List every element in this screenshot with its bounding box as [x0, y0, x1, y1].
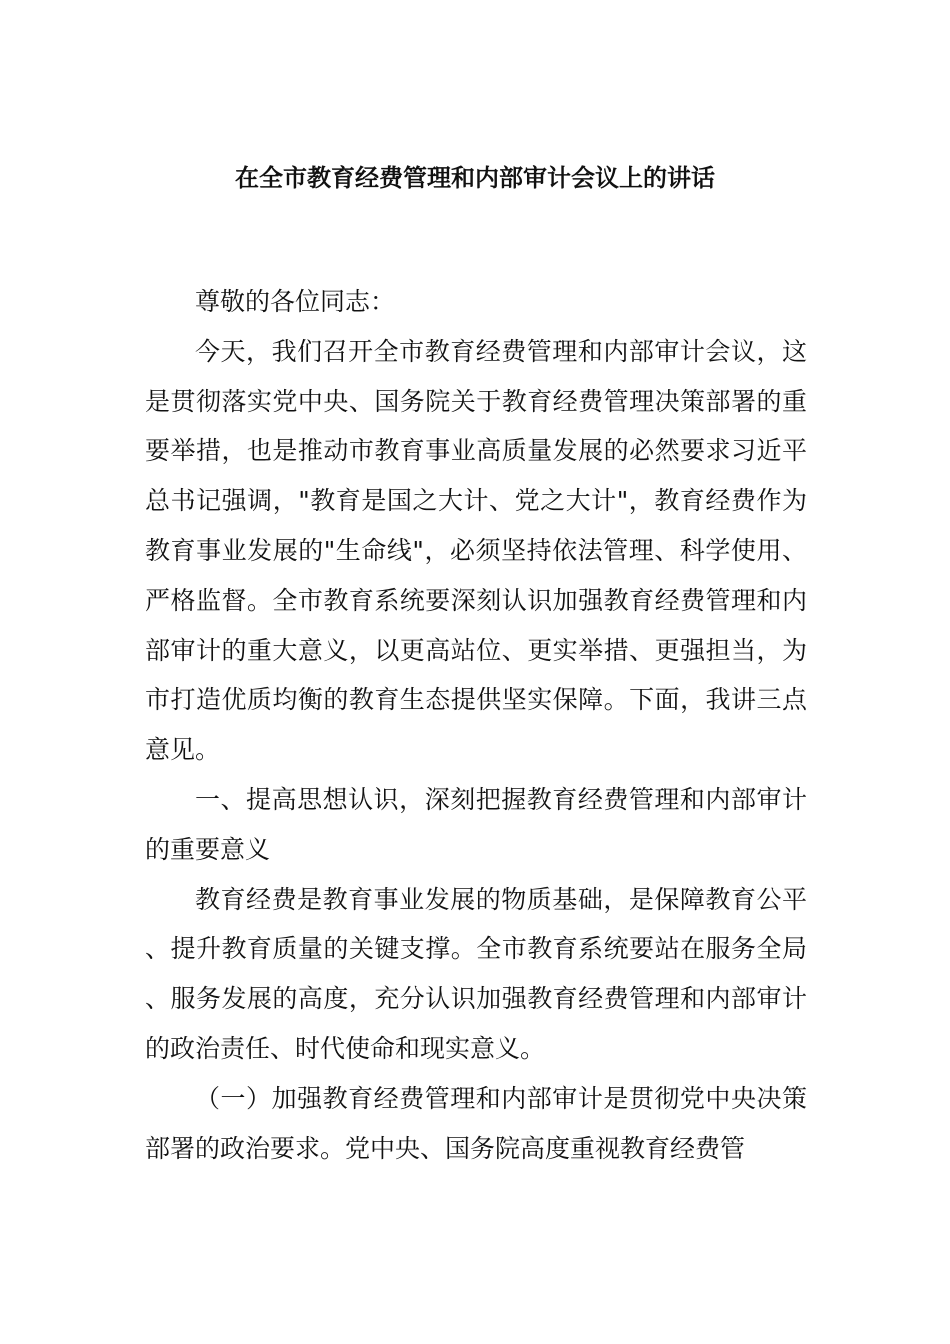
- section-paragraph-1: 教育经费是教育事业发展的物质基础，是保障教育公平、提升教育质量的关键支撑。全市教育系统要站在服务全局、服务发展的高度，充分认识加强教育经费管理和内部审计的政治责任、时代使命和现实意义。: [145, 884, 807, 1063]
- section-heading-1: 一、提高思想认识，深刻把握教育经费管理和内部审计的重要意义: [145, 784, 807, 864]
- intro-paragraph: 今天，我们召开全市教育经费管理和内部审计会议，这是贯彻落实党中央、国务院关于教育经费管理决策部署的重要举措，也是推动市教育事业高质量发展的必然要求习近平总书记强调，"教育是国之大计、党之大计"，教育经费作为教育事业发展的"生命线"，必须坚持依法管理、科学使用、严格监督。全市教育系统要深刻认识加强教育经费管理和内部审计的重大意义，以更高站位、更实举措、更强担当，为市打造优质均衡的教育生态提供坚实保障。下面，我讲三点意见。: [145, 336, 807, 765]
- document-title: 在全市教育经费管理和内部审计会议上的讲话: [235, 164, 715, 192]
- subsection-paragraph-1: （一）加强教育经费管理和内部审计是贯彻党中央决策部署的政治要求。党中央、国务院高度重视教育经费管: [145, 1083, 807, 1163]
- salutation-paragraph: 尊敬的各位同志：: [195, 287, 396, 316]
- document-body: [145, 277, 807, 1173]
